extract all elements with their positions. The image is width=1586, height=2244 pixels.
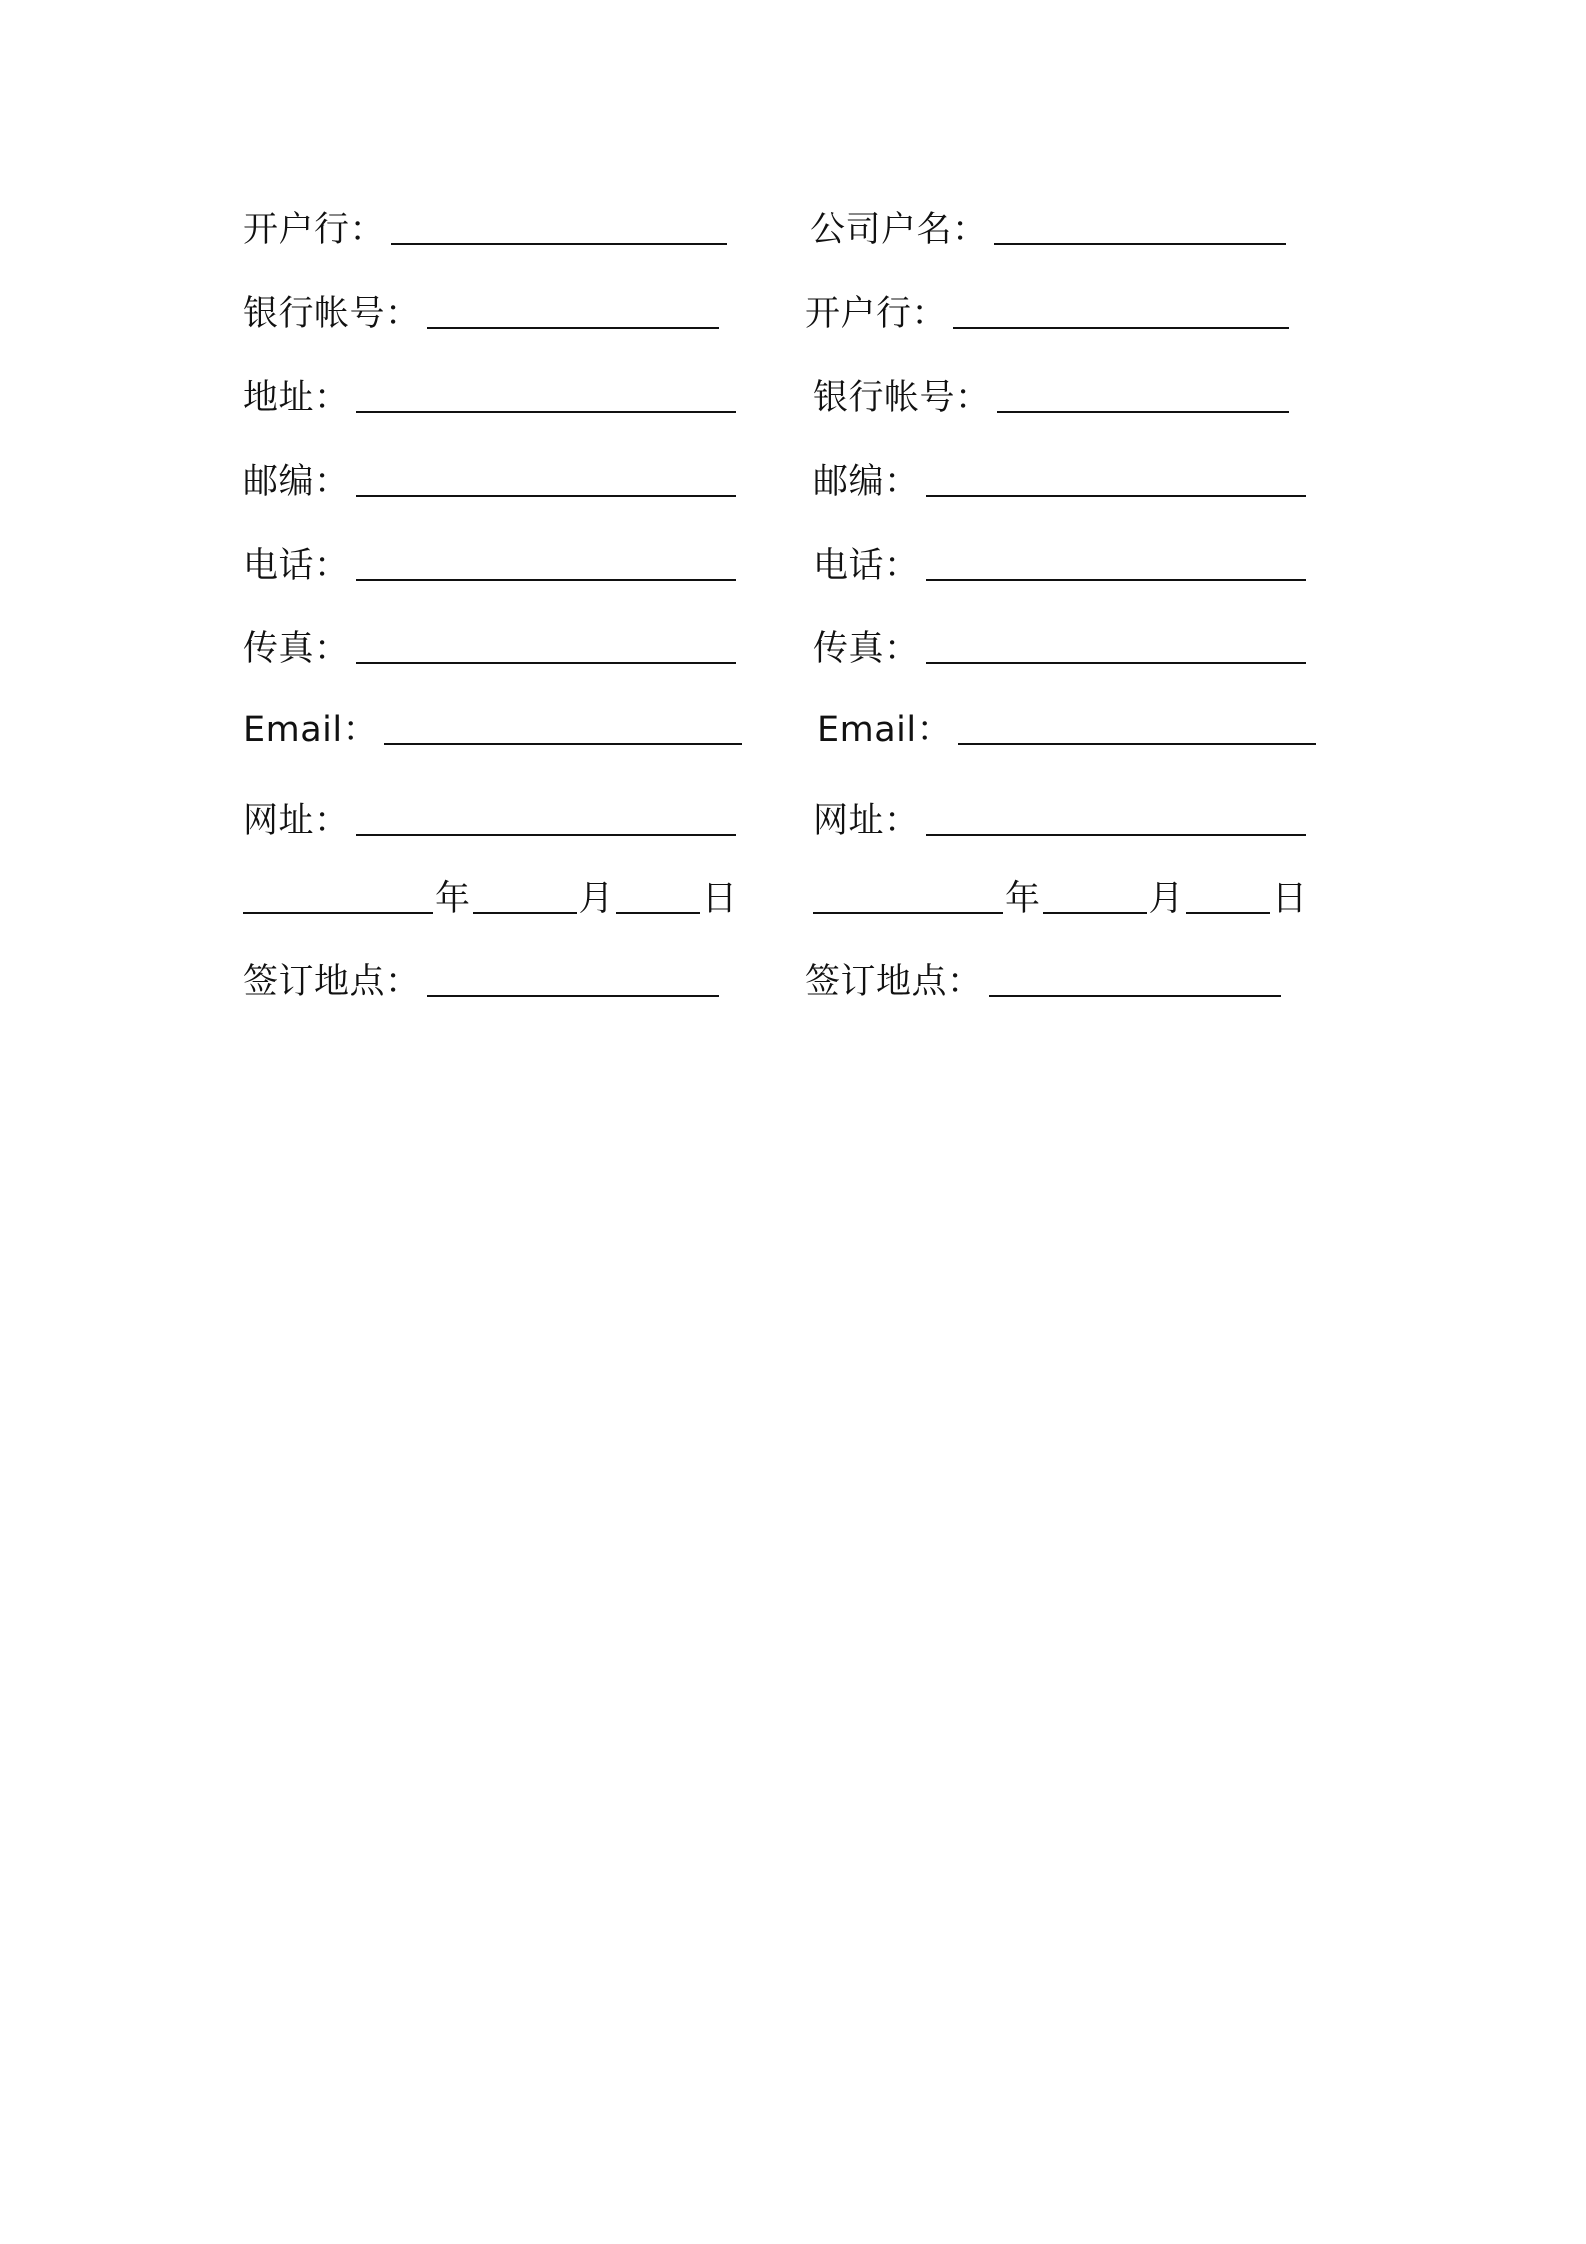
left-postcode-row <box>243 462 736 502</box>
right-company-name-blank[interactable] <box>994 217 1286 245</box>
right-website-row <box>813 801 1306 841</box>
right-month-blank[interactable] <box>1043 886 1147 914</box>
right-date-row <box>813 879 1310 919</box>
left-postcode-blank[interactable] <box>356 469 736 497</box>
left-account-row <box>243 294 719 334</box>
right-phone-blank[interactable] <box>926 553 1306 581</box>
right-year-unit: 年 <box>1005 879 1041 919</box>
left-day-unit: 日 <box>702 879 738 919</box>
right-account-blank[interactable] <box>997 385 1289 413</box>
right-month-unit: 月 <box>1148 879 1185 919</box>
right-email-row <box>817 710 1316 750</box>
right-bank-row <box>805 294 1289 334</box>
right-signing-place-blank[interactable] <box>989 969 1281 997</box>
right-postcode-row <box>813 462 1306 502</box>
left-fax-label: 传真： <box>243 629 350 669</box>
right-company-name-label: 公司户名： <box>810 210 988 250</box>
right-signing-place-row <box>805 962 1281 1002</box>
left-email-blank[interactable] <box>384 717 742 745</box>
left-signing-place-row <box>243 962 719 1002</box>
right-day-blank[interactable] <box>1186 886 1270 914</box>
left-fax-blank[interactable] <box>356 636 736 664</box>
left-date-row <box>243 879 740 919</box>
right-phone-row <box>813 546 1306 586</box>
right-fax-row <box>813 629 1306 669</box>
right-fax-label: 传真： <box>813 629 920 669</box>
right-phone-label: 电话： <box>813 546 920 586</box>
left-day-blank[interactable] <box>616 886 700 914</box>
left-month-blank[interactable] <box>473 886 577 914</box>
right-email-blank[interactable] <box>958 717 1316 745</box>
right-website-label: 网址： <box>813 801 920 841</box>
left-address-blank[interactable] <box>356 385 736 413</box>
left-website-row <box>243 801 736 841</box>
left-website-blank[interactable] <box>356 808 736 836</box>
right-signing-place-label: 签订地点： <box>805 962 983 1002</box>
left-fax-row <box>243 629 736 669</box>
left-address-label: 地址： <box>243 378 350 418</box>
left-phone-blank[interactable] <box>356 553 736 581</box>
right-year-blank[interactable] <box>813 886 1003 914</box>
left-email-row <box>243 710 742 750</box>
right-fax-blank[interactable] <box>926 636 1306 664</box>
right-account-label: 银行帐号： <box>813 378 991 418</box>
left-address-row <box>243 378 736 418</box>
left-month-unit: 月 <box>578 879 615 919</box>
right-day-unit: 日 <box>1272 879 1308 919</box>
left-website-label: 网址： <box>243 801 350 841</box>
left-phone-label: 电话： <box>243 546 350 586</box>
left-year-blank[interactable] <box>243 886 433 914</box>
left-account-label: 银行帐号： <box>243 294 421 334</box>
right-website-blank[interactable] <box>926 808 1306 836</box>
left-bank-label: 开户行： <box>243 210 386 250</box>
right-bank-blank[interactable] <box>953 301 1289 329</box>
right-postcode-blank[interactable] <box>926 469 1306 497</box>
right-email-label: Email： <box>817 710 953 750</box>
right-bank-label: 开户行： <box>805 294 948 334</box>
left-bank-row <box>243 210 727 250</box>
left-postcode-label: 邮编： <box>243 462 350 502</box>
left-email-label: Email： <box>243 710 379 750</box>
right-postcode-label: 邮编： <box>813 462 920 502</box>
right-company-name-row <box>810 210 1286 250</box>
left-year-unit: 年 <box>435 879 471 919</box>
left-bank-blank[interactable] <box>391 217 727 245</box>
left-phone-row <box>243 546 736 586</box>
left-signing-place-blank[interactable] <box>427 969 719 997</box>
left-signing-place-label: 签订地点： <box>243 962 421 1002</box>
right-account-row <box>813 378 1289 418</box>
left-account-blank[interactable] <box>427 301 719 329</box>
